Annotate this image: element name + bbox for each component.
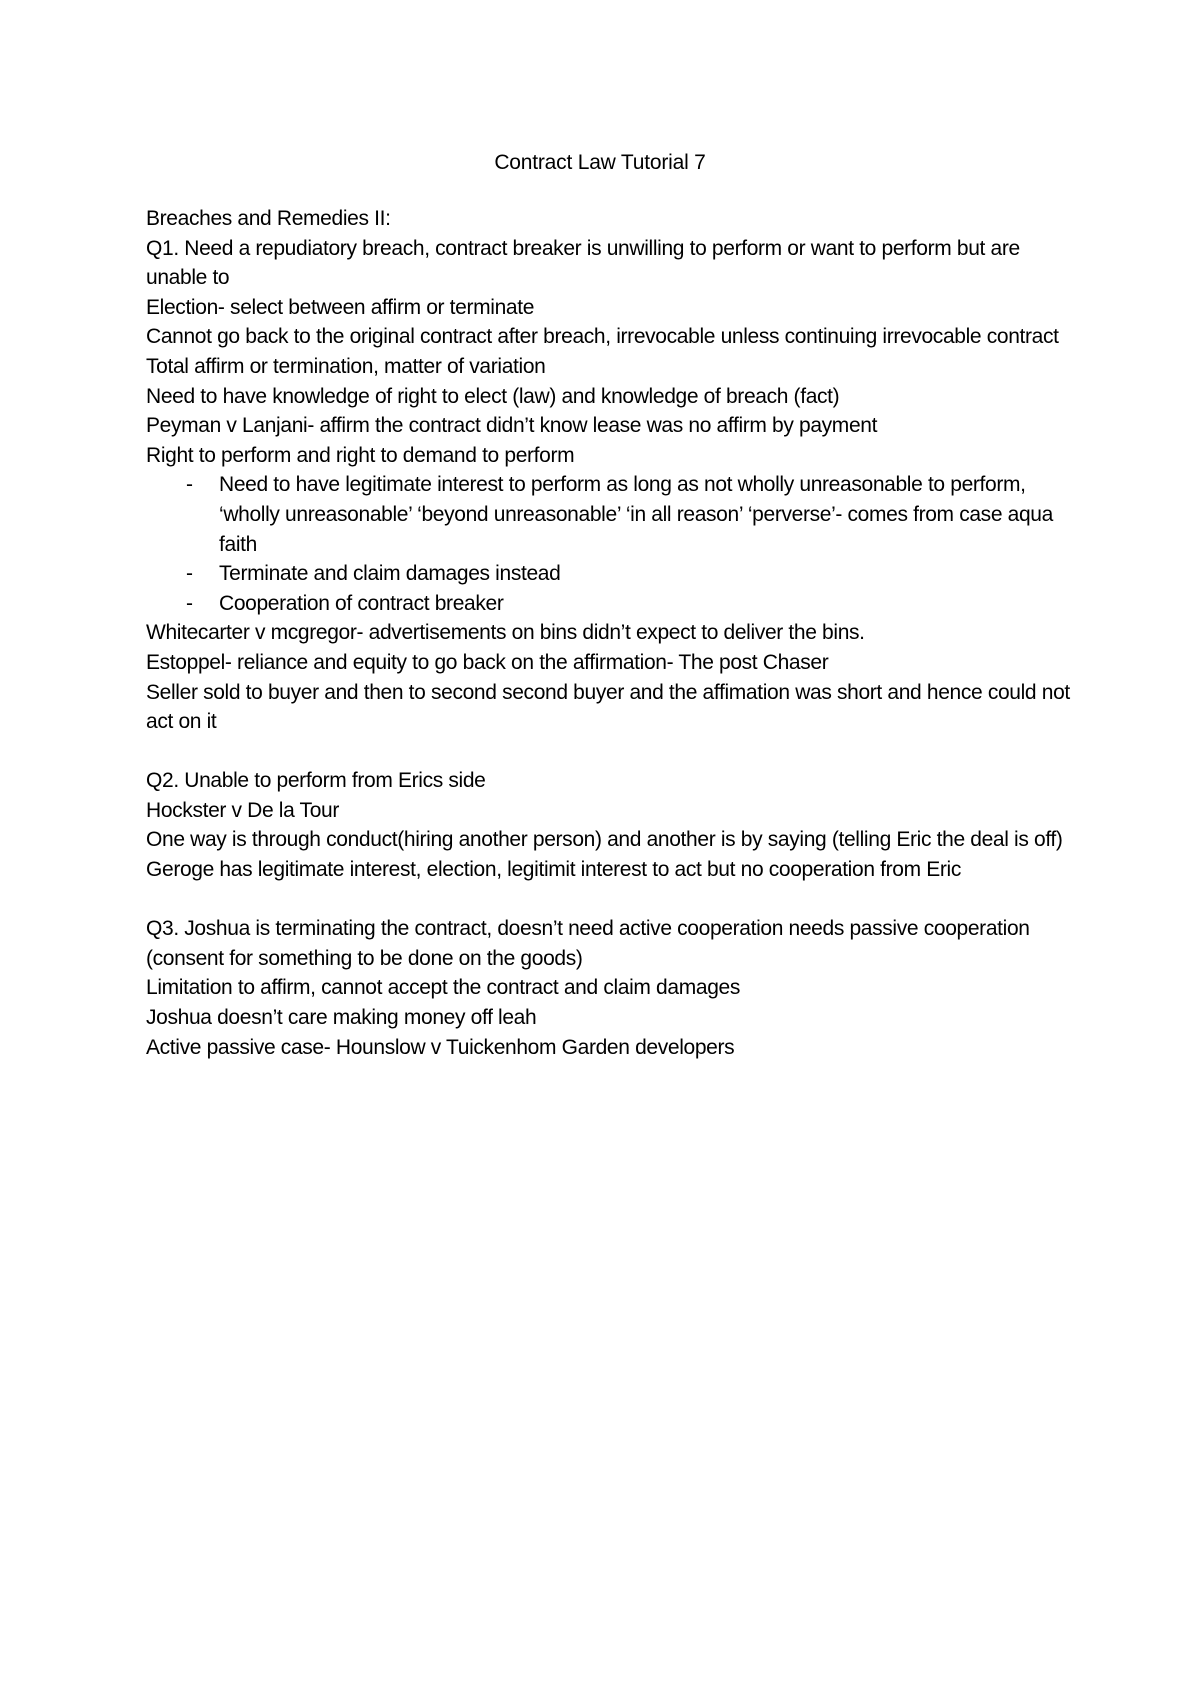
q1-line-4: Total affirm or termination, matter of variation [146,354,546,378]
q3-line-4: Active passive case- Hounslow v Tuickenhom Garden developers [146,1035,735,1059]
q1-line-7: Right to perform and right to demand to perform [146,443,575,467]
q1-line-3: Cannot go back to the original contract after breach, irrevocable unless continuing irrevocable contract [146,325,1059,349]
section-heading: Breaches and Remedies II: [146,207,391,230]
bullet-text: Cooperation of contract breaker [219,591,504,615]
bullet-text: Need to have legitimate interest to perform as long as not wholly unreasonable to perform, ‘wholly unreasonable’ ‘beyond unreasonable’ ‘in all reason’ ‘perverse’- comes from case aqua faith [219,473,1053,556]
q1-line-10: Seller sold to buyer and then to second second buyer and the affimation was short and hence could not act on it [146,680,1076,734]
bullet-dash: - [186,473,193,497]
q1-line-1: Q1. Need a repudiatory breach, contract breaker is unwilling to perform or want to perform but are unable to [146,236,1026,290]
bullet-item [146,559,1086,589]
q1-line-5: Need to have knowledge of right to elect (law) and knowledge of breach (fact) [146,384,840,408]
q2-line-4: Geroge has legitimate interest, election, legitimit interest to act but no cooperation from Eric [146,858,961,882]
q3-line-1: Q3. Joshua is terminating the contract, doesn’t need active cooperation needs passive cooperation (consent for something to be done on the goods) [146,917,1036,970]
bullet-list [146,470,1086,618]
paragraph-spacer [146,885,1086,915]
bullet-item [146,589,1086,619]
document-title: Contract Law Tutorial 7 [494,151,706,174]
q1-line-6: Peyman v Lanjani- affirm the contract didn’t know lease was no affirm by payment [146,414,878,438]
q2-line-3: One way is through conduct(hiring another person) and another is by saying (telling Eric the deal is off) [146,828,1063,852]
q2-line-2: Hockster v De la Tour [146,798,340,822]
bullet-dash: - [186,562,193,586]
bullet-item [146,470,1086,559]
q2-line-1: Q2. Unable to perform from Erics side [146,769,486,793]
bullet-text: Terminate and claim damages instead [219,562,561,586]
paragraph-spacer [146,737,1086,767]
q1-line-2: Election- select between affirm or terminate [146,295,535,319]
q1-line-9: Estoppel- reliance and equity to go back on the affirmation- The post Chaser [146,650,829,674]
q3-line-2: Limitation to affirm, cannot accept the contract and claim damages [146,976,741,1000]
document-body [146,204,1086,1062]
bullet-dash: - [186,591,193,615]
q1-line-8: Whitecarter v mcgregor- advertisements on bins didn’t expect to deliver the bins. [146,621,865,645]
q3-line-3: Joshua doesn’t care making money off leah [146,1006,537,1030]
